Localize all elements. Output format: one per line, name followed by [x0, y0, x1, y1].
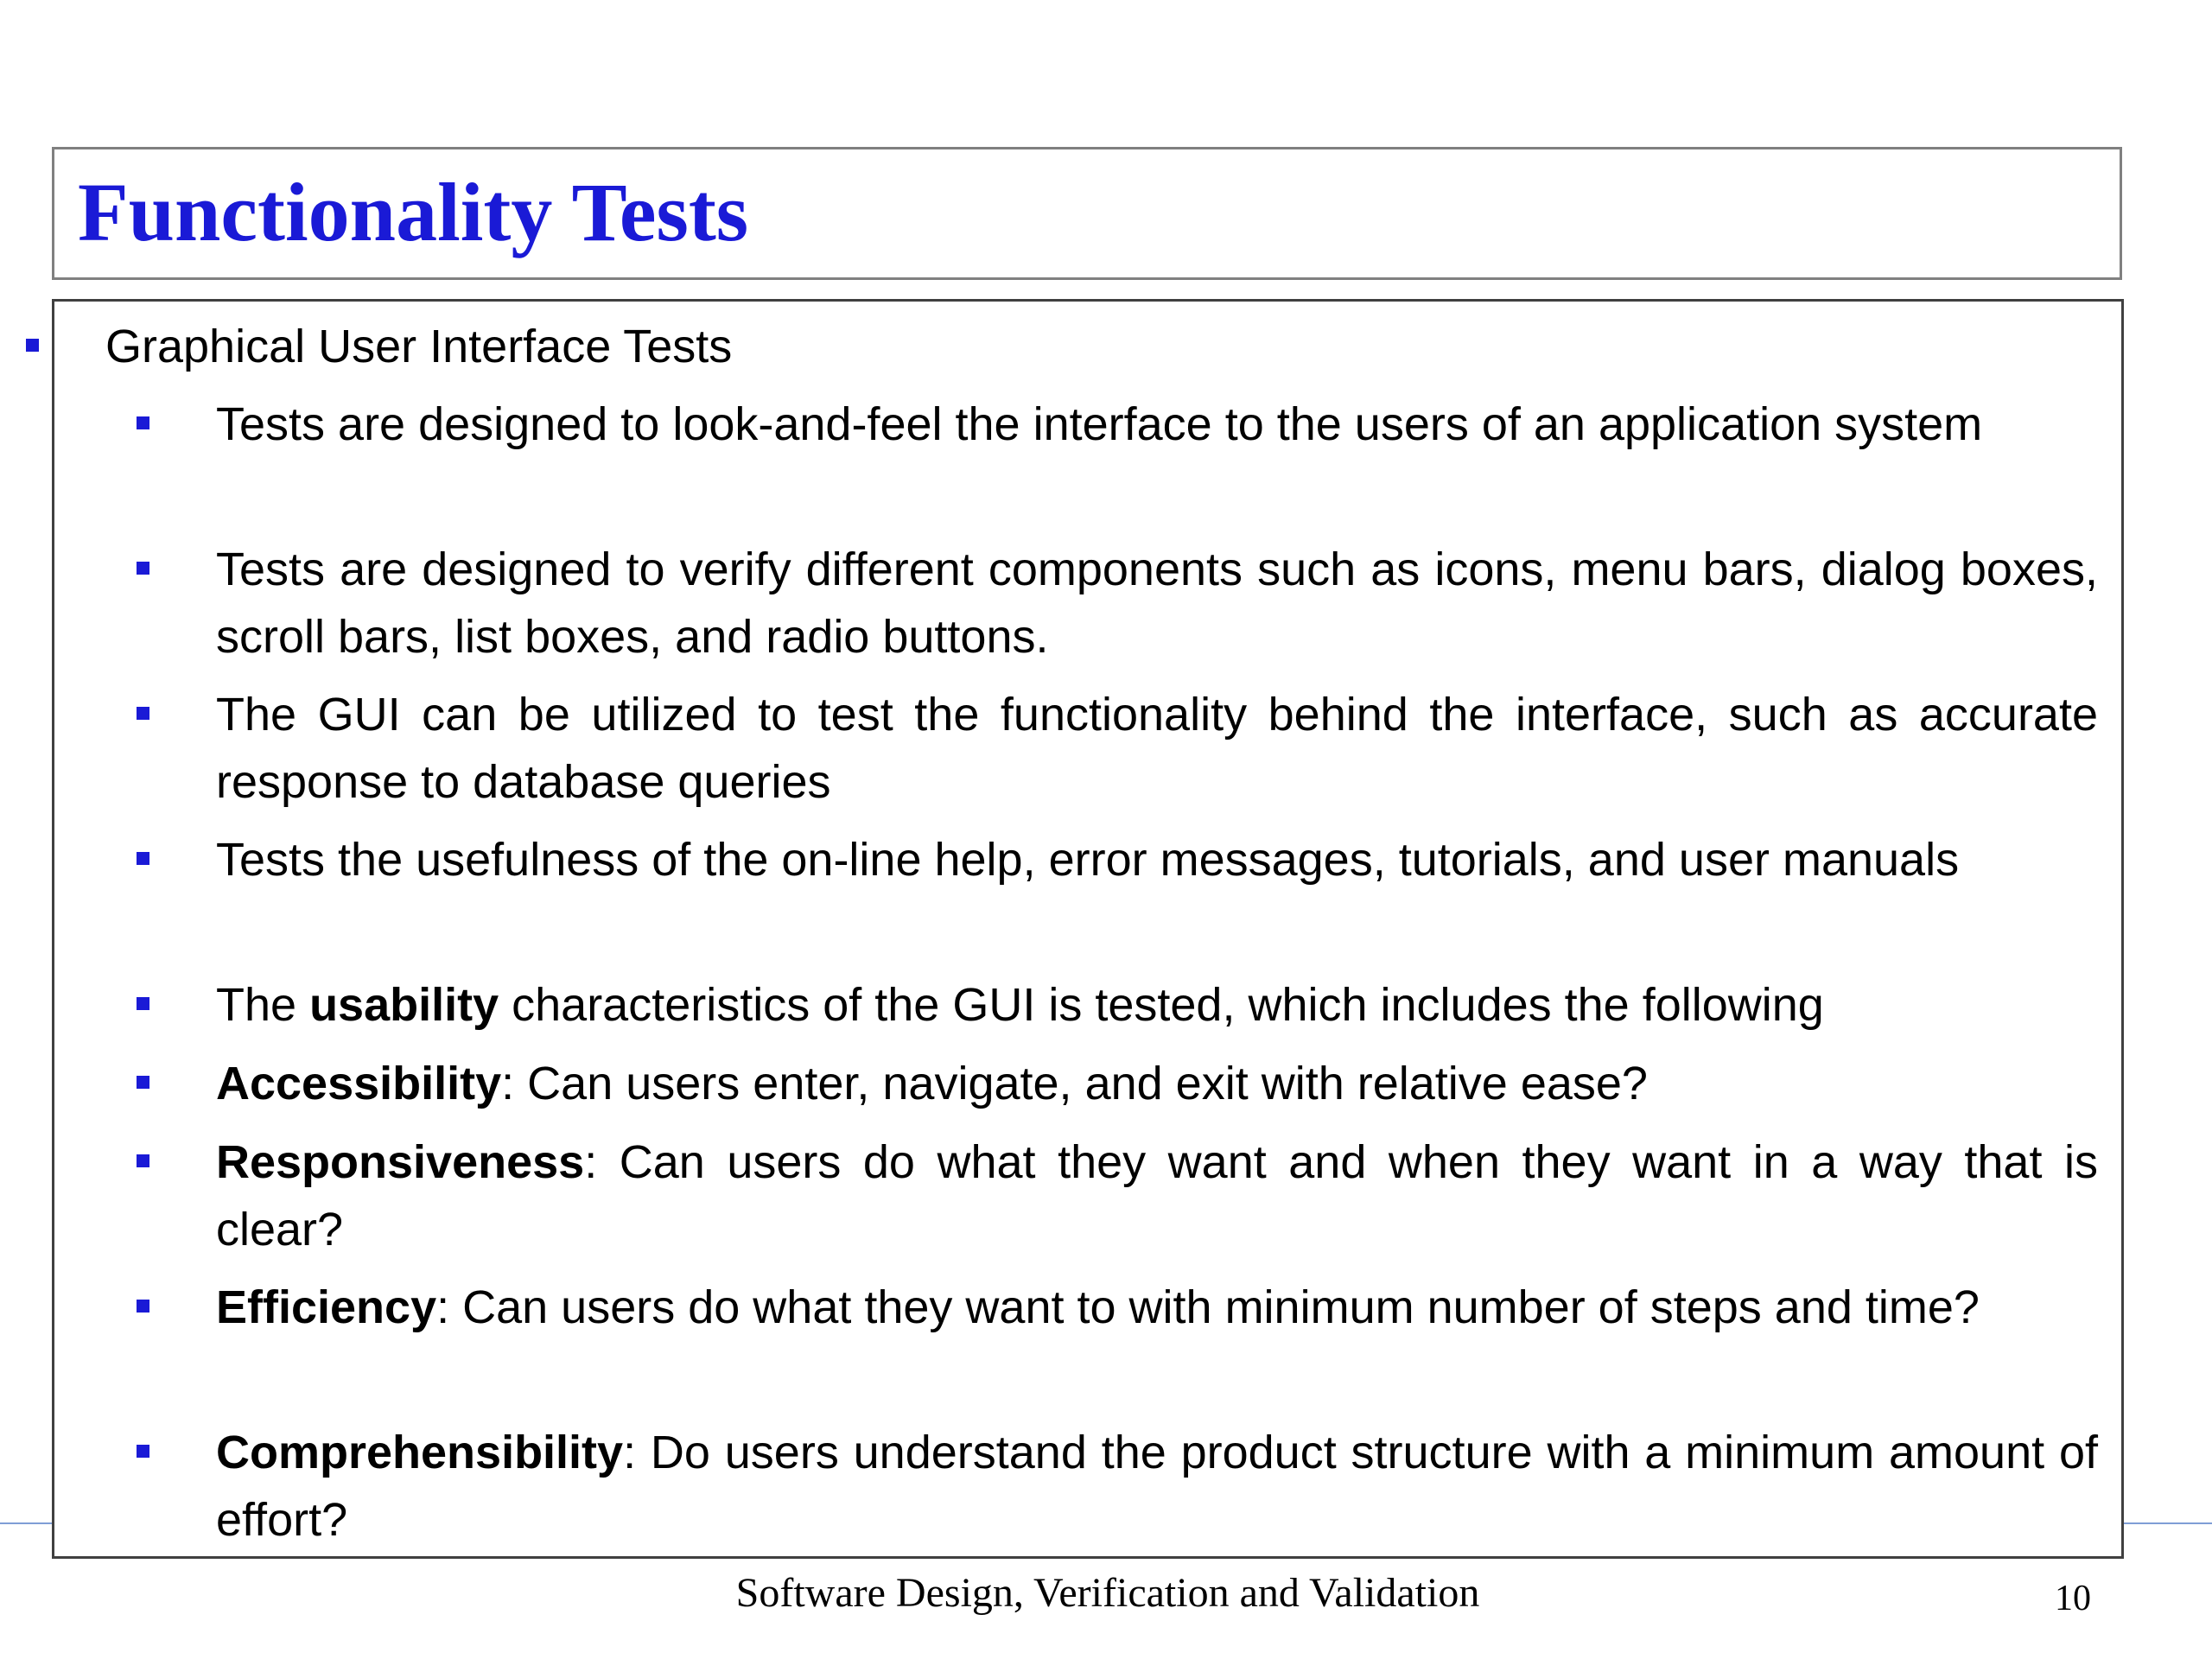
sub-bullet-functionality — [216, 681, 2098, 816]
sub-bullet-accessibility — [216, 1050, 2098, 1117]
bullet-text-bold: Comprehensibility — [216, 1427, 624, 1478]
bullet-text-bold: Responsiveness — [216, 1136, 585, 1188]
sub-bullet-usability — [216, 971, 2098, 1039]
bullet-item-gui-tests — [105, 313, 969, 380]
bullet-text-rest: : Do users understand the product structure with a minimum amount of effort? — [216, 1427, 2098, 1546]
square-bullet-icon — [137, 562, 149, 575]
footer-rule-right — [2122, 1522, 2212, 1524]
page-number: 10 — [2055, 1579, 2091, 1618]
bullet-text-rest: : Can users do what they want and when they want in a way that is clear? — [216, 1136, 2098, 1255]
bullet-text: The GUI can be utilized to test the functionality behind the interface, such as accurate response to database queries — [216, 689, 2098, 808]
bullet-text-rest: characteristics of the GUI is tested, which includes the following — [499, 979, 1824, 1031]
square-bullet-icon — [137, 1076, 149, 1089]
footer-rule-left — [0, 1522, 52, 1524]
sub-bullet-components — [216, 536, 2098, 671]
bullet-text-rest: : Can users enter, navigate, and exit with relative ease? — [501, 1058, 1648, 1109]
square-bullet-icon — [137, 1154, 149, 1167]
sub-bullet-online-help — [216, 826, 2098, 893]
bullet-text-bold: usability — [309, 979, 499, 1031]
bullet-text-bold: Accessibility — [216, 1058, 502, 1109]
sub-bullet-responsiveness — [216, 1128, 2098, 1263]
sub-bullet-comprehensibility — [216, 1419, 2098, 1554]
bullet-text-pre: The — [216, 979, 310, 1031]
bullet-text: Tests the usefulness of the on-line help, error messages, tutorials, and user manuals — [216, 834, 1960, 886]
sub-bullet-efficiency — [216, 1274, 2098, 1341]
square-bullet-icon — [137, 707, 149, 720]
slide-title: Functionality Tests — [78, 166, 749, 258]
sub-bullet-look-and-feel — [216, 391, 2098, 458]
bullet-text-rest: : Can users do what they want to with minimum number of steps and time? — [436, 1281, 1980, 1333]
footer-course-title — [0, 1567, 2212, 1619]
content-box — [52, 299, 2124, 1559]
square-bullet-icon — [26, 339, 39, 352]
square-bullet-icon — [137, 416, 149, 429]
title-box — [52, 147, 2122, 280]
footer-course-text: Software Design, Verification and Validation — [735, 1570, 1480, 1616]
bullet-text: Tests are designed to look-and-feel the interface to the users of an application system — [216, 398, 1983, 450]
bullet-text: Graphical User Interface Tests — [105, 321, 733, 372]
square-bullet-icon — [137, 997, 149, 1010]
bullet-text-bold: Efficiency — [216, 1281, 437, 1333]
square-bullet-icon — [137, 1445, 149, 1458]
square-bullet-icon — [137, 1300, 149, 1313]
square-bullet-icon — [137, 852, 149, 865]
bullet-text: Tests are designed to verify different components such as icons, menu bars, dialog boxes, scroll bars, list boxes, and radio buttons. — [216, 543, 2098, 663]
